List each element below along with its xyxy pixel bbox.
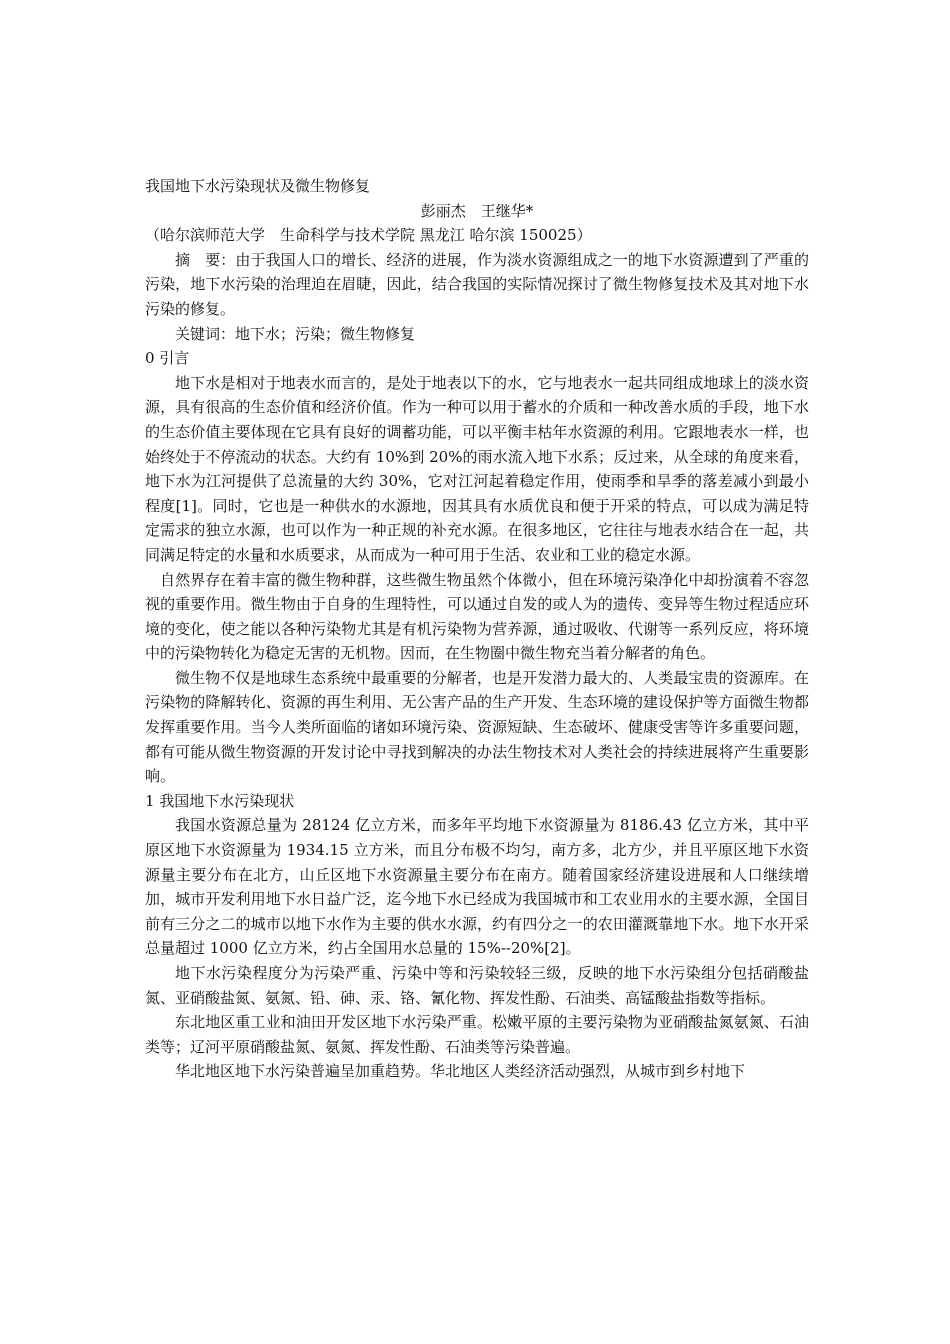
document-affiliation: （哈尔滨师范大学 生命科学与技术学院 黑龙江 哈尔滨 150025） — [145, 226, 592, 245]
paragraph: 华北地区地下水污染普遍呈加重趋势。华北地区人类经济活动强烈，从城市到乡村地下 — [175, 1062, 746, 1081]
paragraph: 地下水污染程度分为污染严重、污染中等和污染较轻三级，反映的地下水污染组分包括硝酸盐氮、亚硝酸盐氮、氨氮、铅、砷、汞、铬、氰化物、挥发性酚、石油类、高锰酸盐指数等指标。 — [145, 964, 809, 1007]
document-page — [145, 174, 809, 1084]
paragraph: 东北地区重工业和油田开发区地下水污染严重。松嫩平原的主要污染物为亚硝酸盐氮氨氮、石油类等；辽河平原硝酸盐氮、氨氮、挥发性酚、石油类等污染普遍。 — [145, 1013, 809, 1056]
paragraph: 地下水是相对于地表水而言的，是处于地表以下的水，它与地表水一起共同组成地球上的淡水资源，具有很高的生态价值和经济价值。作为一种可以用于蓄水的介质和一种改善水质的手段，地下水的生态价值主要体现在它具有良好的调蓄功能，可以平衡丰枯年水资源的利用。它跟地表水一样，也始终处于不停流动的状态。大约有 10%到 20%的雨水流入地下水系；反过来，从全球的角度来看，地下水为江河提供了总流量的大约 30%，它对江河起着稳定作用，使雨季和旱季的落差减小到最小程度[1]。同时，它也是一种供水的水源地，因其具有水质优良和便于开采的特点，可以成为满足特定需求的独立水源，也可以作为一种正规的补充水源。在很多地区，它往往与地表水结合在一起，共同满足特定的水量和水质要求，从而成为一种可用于生活、农业和工业的稳定水源。 — [145, 373, 809, 564]
document-keywords: 关键词：地下水；污染；微生物修复 — [175, 324, 416, 343]
document-authors: 彭丽杰 王继华* — [420, 201, 534, 220]
document-title: 我国地下水污染现状及微生物修复 — [145, 177, 371, 195]
paragraph: 自然界存在着丰富的微生物种群，这些微生物虽然个体微小，但在环境污染净化中却扮演着不容忽视的重要作用。微生物由于自身的生理特性，可以通过自发的或人为的遗传、变异等生物过程适应环境的变化，使之能以各种污染物尤其是有机污染物为营养源，通过吸收、代谢等一系列反应，将环境中的污染物转化为稳定无害的无机物。因而，在生物圈中微生物充当着分解者的角色。 — [145, 570, 809, 663]
section-heading-status: 1 我国地下水污染现状 — [145, 791, 295, 810]
paragraph: 我国水资源总量为 28124 亿立方米，而多年平均地下水资源量为 8186.43 亿立方米，其中平原区地下水资源量为 1934.15 立方米，而且分布极不均匀，南方多，北方少，并且平原区地下水资源量主要分布在北方，山丘区地下水资源量主要分布在南方。随着国家经济建设进展和人口继续增加，城市开发利用地下水日益广泛，迄今地下水已经成为我国城市和工农业用水的主要水源，全国目前有三分之二的城市以地下水作为主要的供水水源，约有四分之一的农田灌溉靠地下水。地下水开采总量超过 1000 亿立方米，约占全国用水总量的 15%--20%[2]。 — [145, 816, 809, 958]
paragraph: 微生物不仅是地球生态系统中最重要的分解者，也是开发潜力最大的、人类最宝贵的资源库。在污染物的降解转化、资源的再生利用、无公害产品的生产开发、生态环境的建设保护等方面微生物都发挥重要作用。当今人类所面临的诸如环境污染、资源短缺、生态破坏、健康受害等许多重要问题，都有可能从微生物资源的开发讨论中寻找到解决的办法生物技术对人类社会的持续进展将产生重要影响。 — [145, 668, 809, 786]
section-heading-introduction: 0 引言 — [145, 349, 190, 368]
document-abstract: 摘 要：由于我国人口的增长、经济的进展，作为淡水资源组成之一的地下水资源遭到了严重的污染，地下水污染的治理迫在眉睫，因此，结合我国的实际情况探讨了微生物修复技术及其对地下水污染的修复。 — [145, 250, 809, 318]
